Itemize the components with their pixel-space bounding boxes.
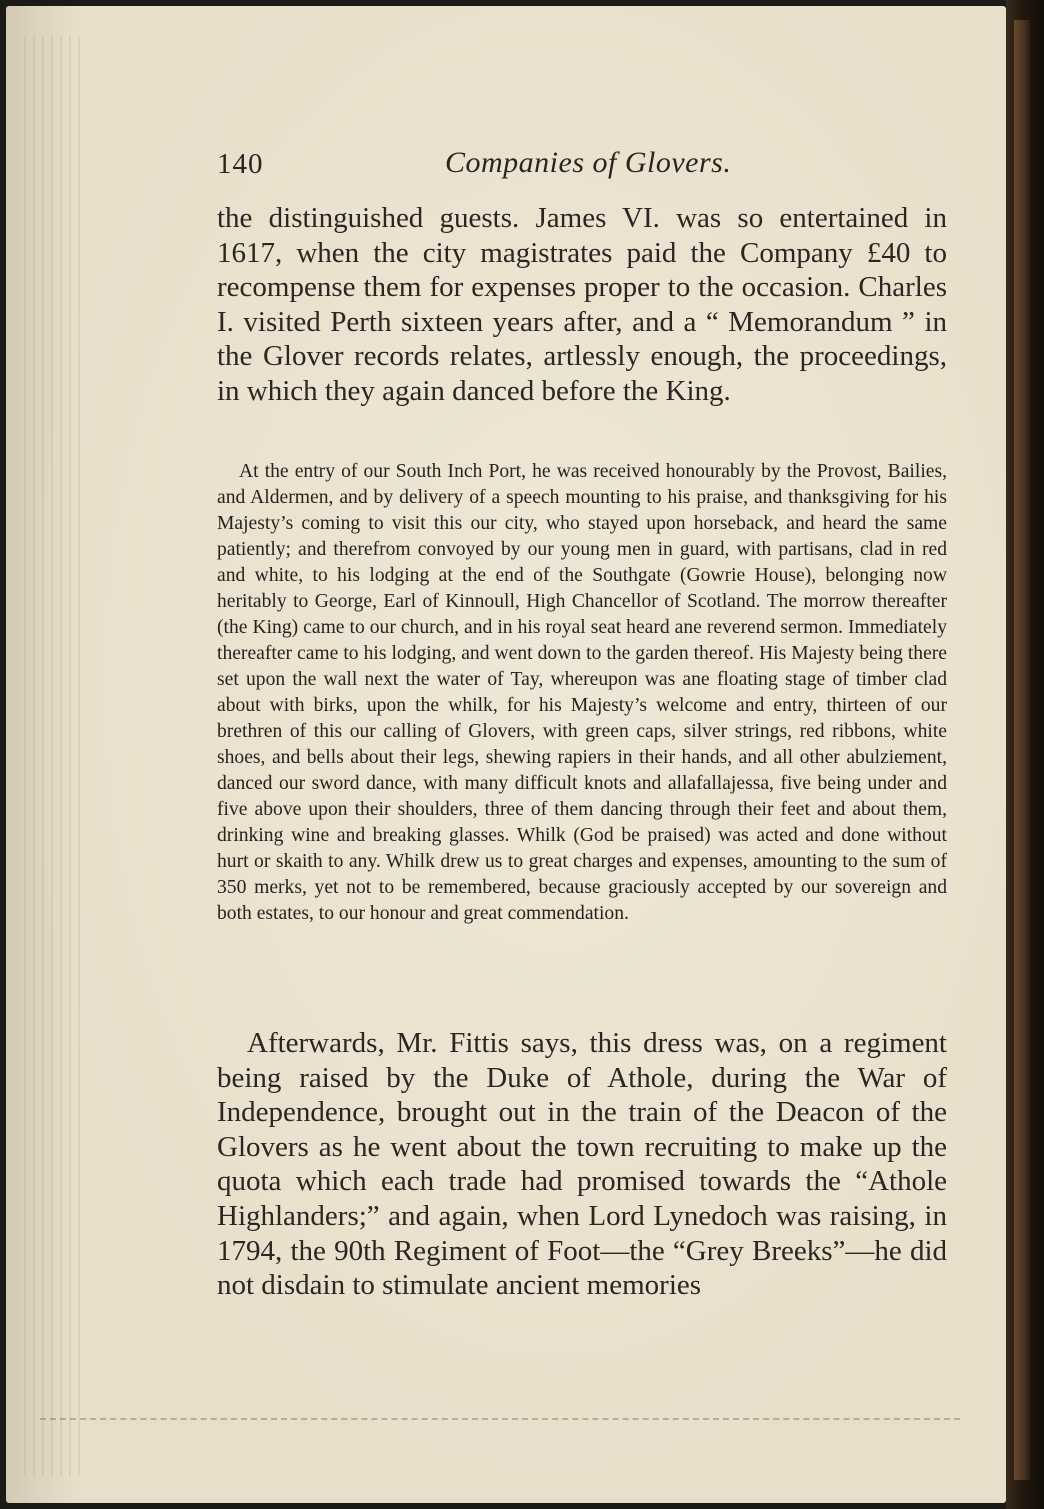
intro-paragraph: the distinguished guests. James VI. was so entertained in 1617, when the city magistrates paid the Company £40 to recompense them for expenses proper to the occasion. Charles I. visited Perth sixteen years after, and a “ Memorandum ” in the Glover records relates, artlessly enough, the proceedings, in which they again danced before the King. xyxy=(217,202,947,407)
running-header xyxy=(217,146,947,186)
book-binding-edge xyxy=(1006,0,1044,1509)
page-bottom-rule xyxy=(40,1418,960,1420)
running-title: Companies of Glovers. xyxy=(445,146,732,179)
closing-paragraph: Afterwards, Mr. Fittis says, this dress was, on a regiment being raised by the Duke of Athole, during the War of Independence, brought out in the train of the Deacon of the Glovers as he went about the town recruiting to make up the quota which each trade had promised towards the “Athole Highlanders;” and again, when Lord Lynedoch was raising, in 1794, the 90th Regiment of Foot—the “Grey Breeks”—he did not disdain to stimulate ancient memories xyxy=(217,1027,947,1302)
page-gutter xyxy=(24,36,84,1476)
page-number: 140 xyxy=(217,148,264,180)
memorandum-quotation: At the entry of our South Inch Port, he was received honourably by the Provost, Bailies, and Aldermen, and by delivery of a speech mounting to his praise, and thanksgiving for his Majesty’s coming to visit this our city, who stayed upon horseback, and heard the same patiently; and therefrom convoyed by our young men in guard, with partisans, clad in red and white, to his lodging at the end of the Southgate (Gowrie House), belonging now heritably to George, Earl of Kinnoull, High Chancellor of Scotland. The morrow thereafter (the King) came to our church, and in his royal seat heard ane reverend sermon. Immediately thereafter came to his lodging, and went down to the garden thereof. His Majesty being there set upon the wall next the water of Tay, whereupon was ane floating stage of timber clad about with birks, upon the whilk, for his Majesty’s welcome and entry, thirteen of our brethren of this our calling of Glovers, with green caps, silver strings, red ribbons, white shoes, and bells about their legs, shewing rapiers in their hands, and all other abulziement, danced our sword dance, with many difficult knots and allafallajessa, five being under and five above upon their shoulders, three of them dancing through their feet and about them, drinking wine and breaking glasses. Whilk (God be praised) was acted and done without hurt or skaith to any. Whilk drew us to great charges and expenses, amounting to the sum of 350 merks, yet not to be remembered, because graciously accepted by our sovereign and both estates, to our honour and great commendation. xyxy=(217,461,947,924)
binding-leather xyxy=(1014,20,1030,1480)
